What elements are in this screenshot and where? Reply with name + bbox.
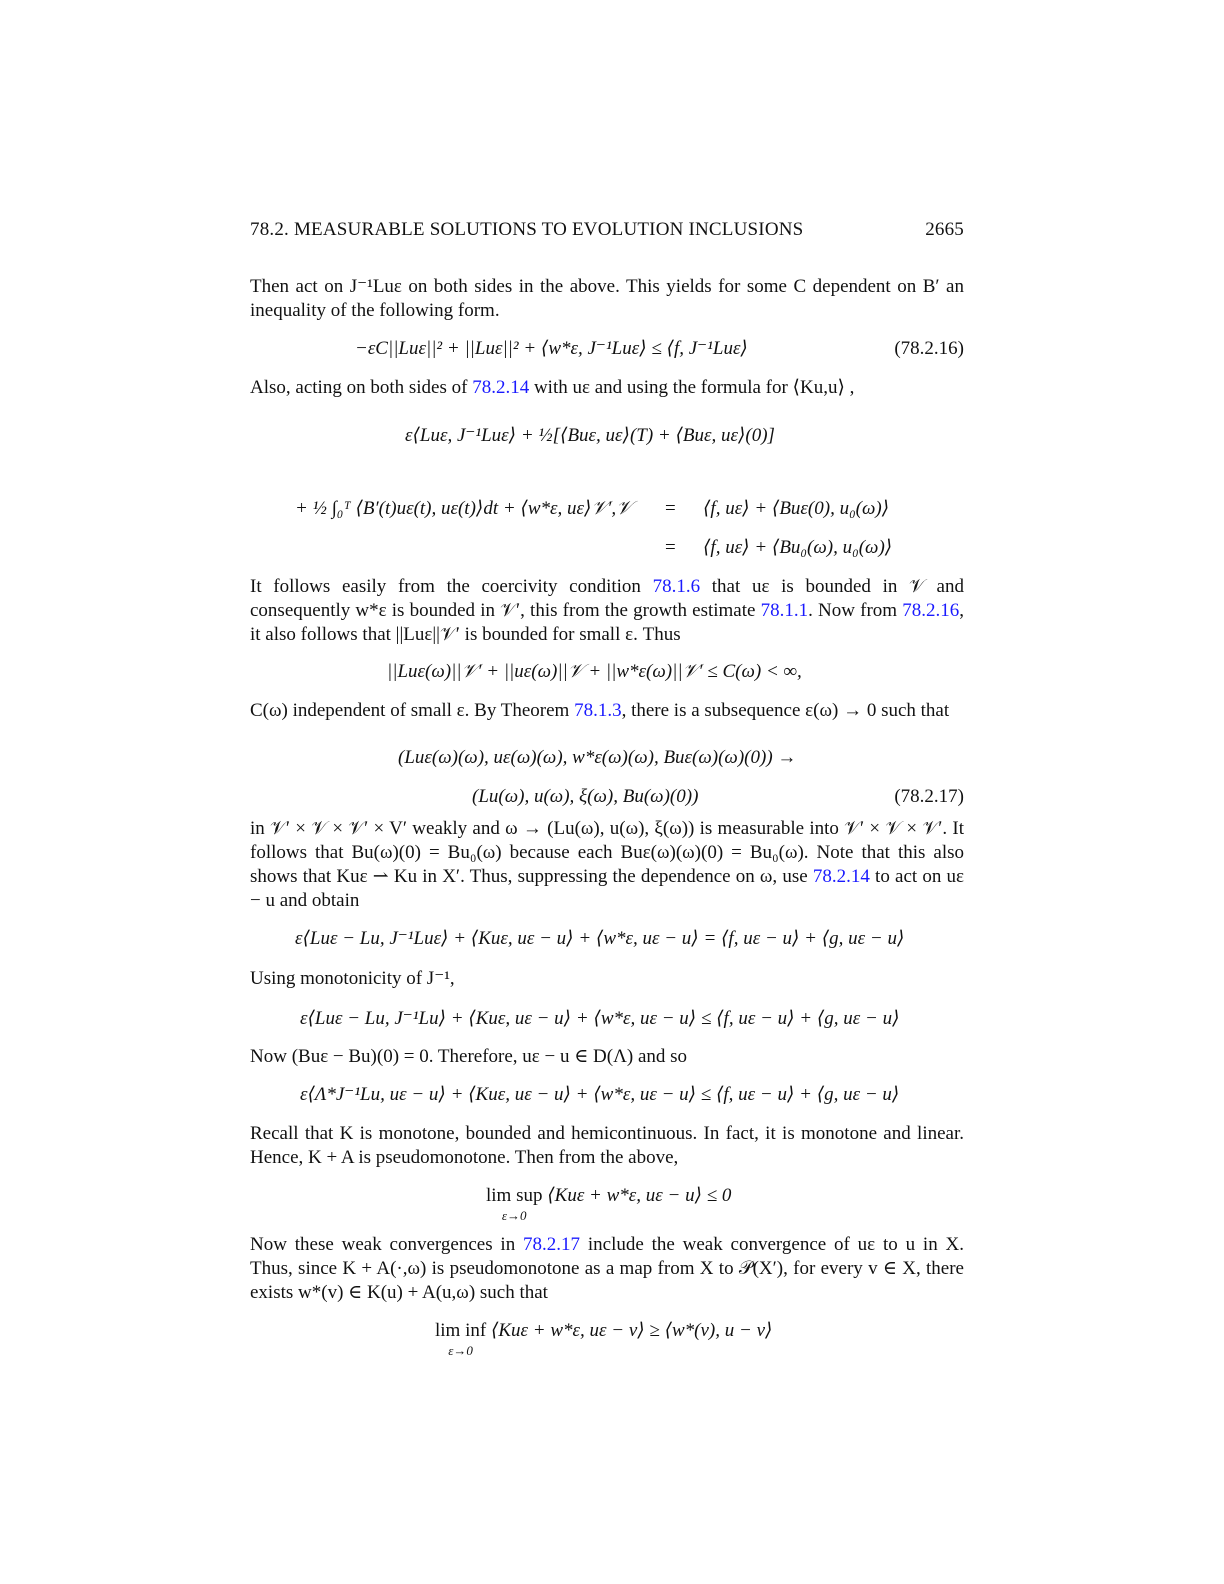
text-run: with uε and using the formula for ⟨Ku,u⟩ , bbox=[529, 377, 855, 398]
equation-link[interactable]: 78.2.17 bbox=[523, 1234, 581, 1255]
paragraph-2 bbox=[250, 376, 964, 400]
operator-text: lim sup bbox=[486, 1185, 543, 1206]
paragraph-7: Now (Buε − Bu)(0) = 0. Therefore, uε − u ∈ D(Λ) and so bbox=[250, 1046, 688, 1067]
equation-lambda bbox=[250, 1083, 964, 1109]
equation-bound bbox=[250, 660, 964, 686]
paragraph-8: Recall that K is monotone, bounded and hemicontinuous. In fact, it is monotone and linear. Hence, K + A is pseudomonotone. Then from the above, bbox=[250, 1123, 964, 1168]
equation-limsup bbox=[250, 1184, 964, 1223]
text-run: to act on uε − u and obtain bbox=[250, 866, 964, 911]
equation-difference bbox=[250, 927, 964, 953]
equation-monotone bbox=[250, 1007, 964, 1033]
equation-energy-line1 bbox=[250, 497, 964, 523]
equation-liminf bbox=[250, 1319, 964, 1358]
equation-body: (Luε(ω)(ω), uε(ω)(ω), w*ε(ω)(ω), Buε(ω)(ω)(0)) → bbox=[398, 747, 797, 768]
operator-text: lim inf bbox=[435, 1320, 487, 1341]
equation-body bbox=[486, 1184, 732, 1223]
equation-body: −εC||Luε||² + ||Luε||² + ⟨w*ε, J⁻¹Luε⟩ ≤ ⟨f, J⁻¹Luε⟩ bbox=[355, 338, 748, 359]
limsup-operator bbox=[486, 1184, 543, 1223]
operator-argument: ⟨Kuε + w*ε, uε − v⟩ ≥ ⟨w*(v), u − v⟩ bbox=[490, 1320, 773, 1341]
equation-body bbox=[435, 1319, 773, 1358]
text-run: , there is a subsequence ε(ω) → 0 such that bbox=[621, 700, 950, 721]
equation-link[interactable]: 78.2.16 bbox=[902, 600, 960, 621]
equation-body: ε⟨Luε − Lu, J⁻¹Lu⟩ + ⟨Kuε, uε − u⟩ + ⟨w*ε, uε − u⟩ ≤ ⟨f, uε − u⟩ + ⟨g, uε − u⟩ bbox=[300, 1008, 900, 1029]
text-run: Now these weak convergences in bbox=[250, 1234, 524, 1255]
operator-argument: ⟨Kuε + w*ε, uε − u⟩ ≤ 0 bbox=[547, 1185, 732, 1206]
equation-link[interactable]: 78.2.14 bbox=[812, 866, 870, 887]
equation-number: (78.2.17) bbox=[894, 786, 964, 807]
text-run: C(ω) independent of small ε. By Theorem bbox=[250, 700, 575, 721]
equation-78-2-17 bbox=[250, 785, 964, 811]
running-header bbox=[250, 218, 964, 244]
paragraph-4 bbox=[250, 699, 964, 723]
operator-subscript: ε→0 bbox=[501, 1208, 527, 1223]
equation-body: ||Luε(ω)||𝒱′ + ||uε(ω)||𝒱 + ||w*ε(ω)||𝒱′ ≤ C(ω) < ∞, bbox=[387, 661, 802, 682]
equation-rhs: ⟨f, uε⟩ + ⟨Bu₀(ω), u₀(ω)⟩ bbox=[703, 537, 893, 558]
section-title: 78.2. MEASURABLE SOLUTIONS TO EVOLUTION INCLUSIONS bbox=[250, 219, 804, 240]
operator-subscript: ε→0 bbox=[448, 1343, 473, 1358]
equation-body: ε⟨Luε, J⁻¹Luε⟩ + ½[⟨Buε, uε⟩(T) + ⟨Buε, uε⟩(0)] bbox=[405, 425, 775, 446]
equation-rhs: ⟨f, uε⟩ + ⟨Buε(0), u₀(ω)⟩ bbox=[703, 498, 890, 519]
paragraph-3 bbox=[250, 575, 964, 647]
paragraph-5 bbox=[250, 817, 964, 913]
text-run: that uε is bounded in 𝒱 and consequently w*ε is bounded in 𝒱′, this from the growth estimate bbox=[250, 576, 964, 621]
equation-number: (78.2.16) bbox=[894, 338, 964, 359]
text-run: in 𝒱′ × 𝒱 × 𝒱′ × V′ weakly and ω → (Lu(ω), u(ω), ξ(ω)) is measurable into 𝒱′ × 𝒱 × 𝒱′. It follows that Bu(ω)(0) = Bu₀(ω) because each Buε(ω)(ω)(0) = Bu₀(ω). Note that this also shows that Kuε ⇀ Ku in X′. Thus, suppressing the dependence on ω, use bbox=[250, 818, 964, 887]
equation-body: ε⟨Luε − Lu, J⁻¹Luε⟩ + ⟨Kuε, uε − u⟩ + ⟨w*ε, uε − u⟩ = ⟨f, uε − u⟩ + ⟨g, uε − u⟩ bbox=[295, 928, 905, 949]
equation-78-2-17-top bbox=[250, 746, 964, 772]
equation-energy-top bbox=[250, 424, 964, 450]
equation-link[interactable]: 78.2.14 bbox=[472, 377, 530, 398]
text-run: Also, acting on both sides of bbox=[250, 377, 473, 398]
text-run: , it also follows that ||Luε||𝒱′ is bounded for small ε. Thus bbox=[250, 600, 964, 645]
equation-body: ε⟨Λ*J⁻¹Lu, uε − u⟩ + ⟨Kuε, uε − u⟩ + ⟨w*ε, uε − u⟩ ≤ ⟨f, uε − u⟩ + ⟨g, uε − u⟩ bbox=[300, 1084, 900, 1105]
equation-energy-line2 bbox=[250, 536, 964, 562]
page-number: 2665 bbox=[925, 219, 964, 240]
equation-body: (Lu(ω), u(ω), ξ(ω), Bu(ω)(0)) bbox=[472, 786, 699, 807]
equation-link[interactable]: 78.1.6 bbox=[652, 576, 701, 597]
text-run: include the weak convergence of uε to u in X. Thus, since K + A(·,ω) is pseudomonotone as a map from X to 𝒫(X′), for every v ∈ X, there exists w*(v) ∈ K(u) + A(u,ω) such that bbox=[250, 1234, 964, 1303]
equation-lhs: + ½ ∫₀ᵀ ⟨B′(t)uε(t), uε(t)⟩dt + ⟨w*ε, uε⟩𝒱′,𝒱 bbox=[295, 498, 632, 519]
theorem-link[interactable]: 78.1.3 bbox=[574, 700, 622, 721]
equation-link[interactable]: 78.1.1 bbox=[760, 600, 809, 621]
paragraph-6: Using monotonicity of J⁻¹, bbox=[250, 968, 455, 989]
equals-sign: = bbox=[665, 537, 676, 558]
liminf-operator bbox=[435, 1319, 487, 1358]
paragraph-9 bbox=[250, 1233, 964, 1305]
equals-sign: = bbox=[665, 498, 676, 519]
paragraph-1: Then act on J⁻¹Luε on both sides in the above. This yields for some C dependent on B′ an inequality of the following form. bbox=[250, 276, 964, 321]
text-run: It follows easily from the coercivity condition bbox=[250, 576, 653, 597]
text-run: . Now from bbox=[808, 600, 903, 621]
equation-78-2-16 bbox=[250, 337, 964, 363]
